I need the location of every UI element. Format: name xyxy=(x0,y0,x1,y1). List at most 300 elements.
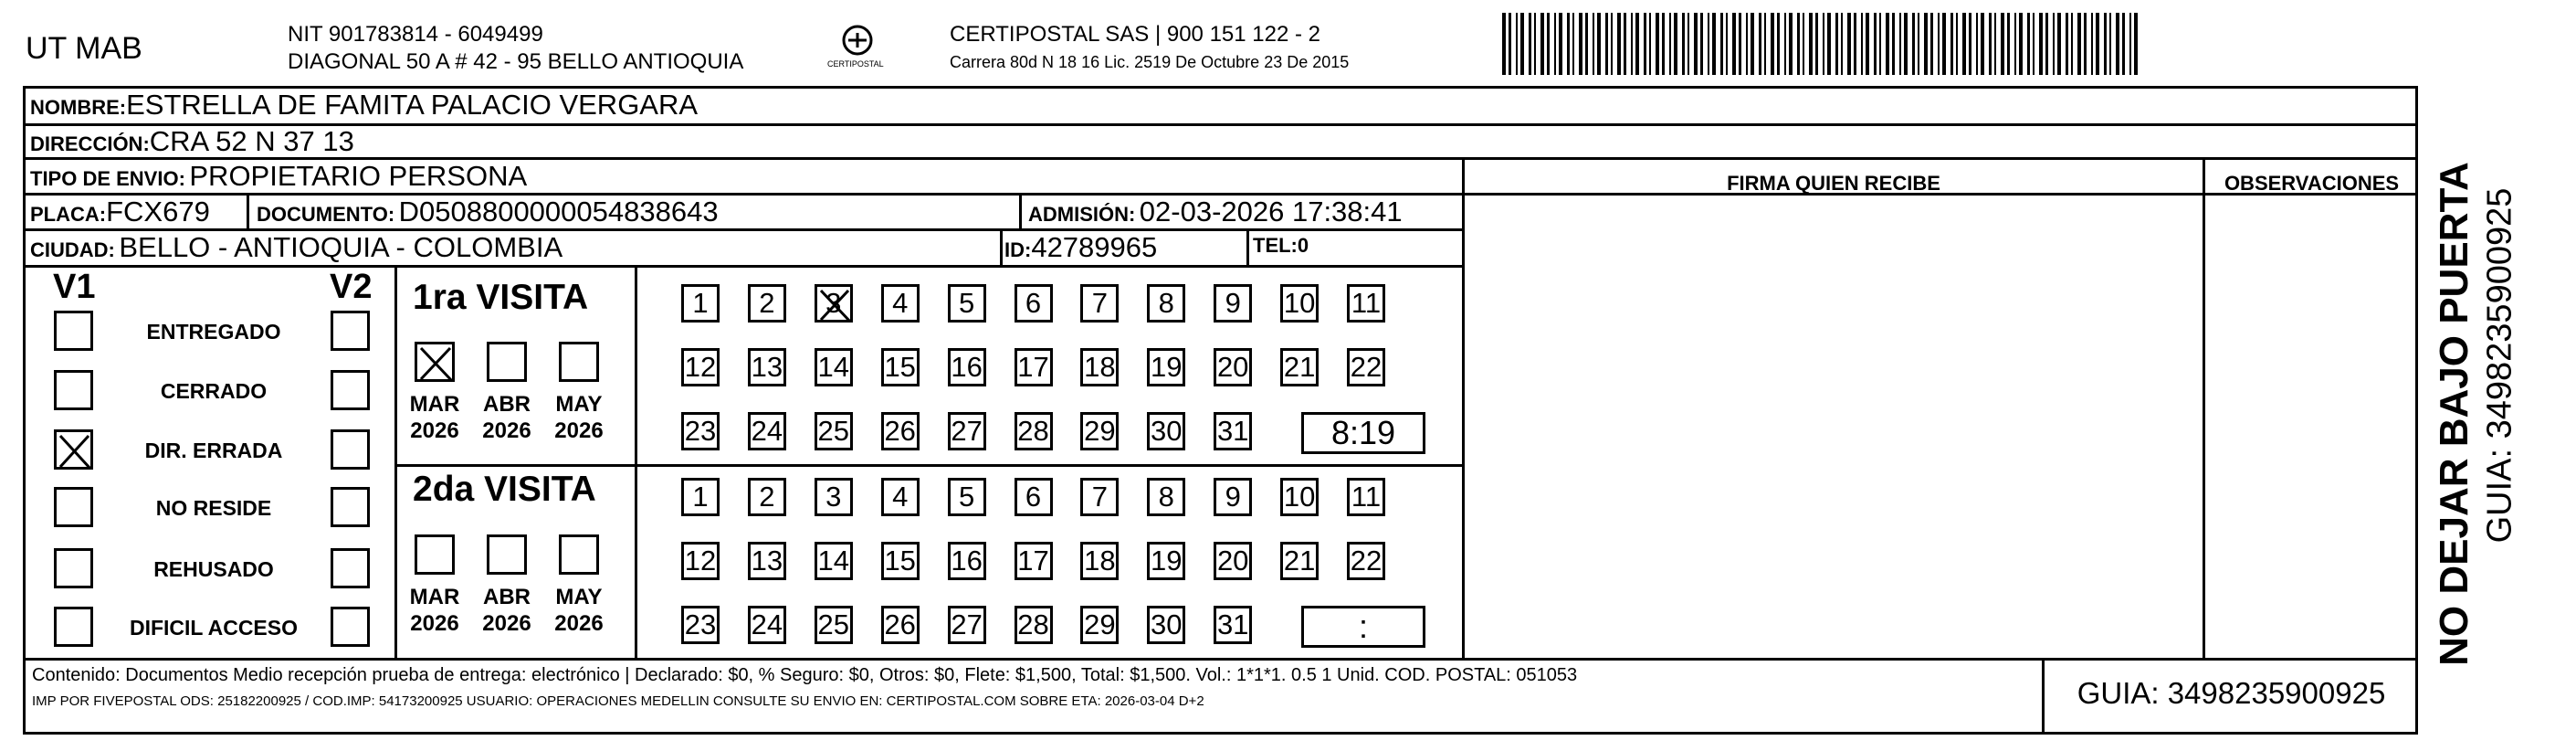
day-number: 8 xyxy=(1158,287,1174,319)
address-label: DIRECCIÓN: xyxy=(30,132,150,155)
barcode-bar xyxy=(2129,13,2131,75)
tel-row xyxy=(1253,234,1309,258)
day-number: 15 xyxy=(884,545,916,576)
plate-label: PLACA: xyxy=(30,203,107,226)
barcode-bar xyxy=(1874,13,1877,75)
day-box[interactable] xyxy=(1147,542,1185,580)
day-number: 16 xyxy=(951,545,983,576)
day-box[interactable] xyxy=(1347,348,1385,386)
day-number: 7 xyxy=(1091,481,1109,513)
day-box[interactable] xyxy=(815,606,853,644)
logo-text: CERTIPOSTAL xyxy=(827,59,884,69)
check-mark-icon xyxy=(57,432,96,472)
day-box[interactable] xyxy=(1347,542,1385,580)
document-row xyxy=(257,196,719,228)
admission-row xyxy=(1028,196,1403,228)
day-number: 20 xyxy=(1216,545,1249,576)
type-label: TIPO DE ENVIO: xyxy=(30,167,185,190)
visit1-title: 1ra VISITA xyxy=(413,278,589,317)
day-box[interactable] xyxy=(881,412,920,450)
v2-checkbox[interactable] xyxy=(331,370,370,410)
barcode-bar xyxy=(1847,13,1851,75)
barcode-bar xyxy=(1708,13,1709,75)
day-box[interactable] xyxy=(681,606,720,644)
barcode-bar xyxy=(2134,13,2138,75)
admission-label: ADMISIÓN: xyxy=(1028,203,1136,226)
carrier-name: CERTIPOSTAL SAS | 900 151 122 - 2 xyxy=(950,22,1320,47)
day-number: 25 xyxy=(817,415,850,447)
barcode-bar xyxy=(1771,13,1774,75)
id-row xyxy=(1004,231,1157,264)
day-number: 3 xyxy=(825,481,842,513)
day-box[interactable] xyxy=(1080,348,1119,386)
barcode-bar xyxy=(1682,13,1685,75)
barcode-bar xyxy=(1554,13,1556,75)
month-label: ABR 2026 xyxy=(482,585,531,636)
day-box[interactable] xyxy=(1214,606,1252,644)
admission-value: 02-03-2026 17:38:41 xyxy=(1139,196,1403,227)
city-row xyxy=(30,231,563,264)
day-box[interactable] xyxy=(948,412,986,450)
barcode-bar xyxy=(1605,13,1608,75)
day-box[interactable] xyxy=(748,478,786,516)
barcode-bar xyxy=(1989,13,1992,75)
plate-value: FCX679 xyxy=(106,196,210,227)
barcode-bar xyxy=(1746,13,1748,75)
day-number: 14 xyxy=(817,545,850,576)
day-box[interactable] xyxy=(1147,478,1185,516)
day-number: 30 xyxy=(1151,608,1183,640)
barcode-bar xyxy=(1956,13,1958,75)
barcode-bar xyxy=(1841,13,1843,75)
day-box[interactable] xyxy=(1080,542,1119,580)
barcode-bar xyxy=(1835,13,1838,75)
barcode-bar xyxy=(1516,13,1518,75)
day-box[interactable] xyxy=(1280,542,1319,580)
day-number: 4 xyxy=(892,481,909,513)
day-number: 1 xyxy=(692,287,709,319)
barcode-bar xyxy=(1981,13,1984,75)
barcode-bar xyxy=(2109,13,2111,75)
day-number: 12 xyxy=(684,545,717,576)
day-box[interactable] xyxy=(815,542,853,580)
barcode-bar xyxy=(1886,13,1889,75)
day-box[interactable] xyxy=(681,284,720,323)
barcode-bar xyxy=(1669,13,1671,75)
day-box[interactable] xyxy=(681,478,720,516)
day-number: 22 xyxy=(1350,351,1383,383)
day-number: 6 xyxy=(1025,481,1042,513)
barcode-bar xyxy=(1759,13,1761,75)
check-mark-icon xyxy=(417,344,457,385)
day-number: 3 xyxy=(825,287,842,319)
barcode-bar xyxy=(2057,13,2061,75)
v2-checkbox[interactable] xyxy=(331,311,370,351)
city-value: BELLO - ANTIOQUIA - COLOMBIA xyxy=(119,231,563,263)
day-number: 11 xyxy=(1351,287,1382,319)
day-box[interactable] xyxy=(815,348,853,386)
v2-checkbox[interactable] xyxy=(331,607,370,647)
month-label: MAR 2026 xyxy=(409,392,460,443)
month-label: MAR 2026 xyxy=(409,585,460,636)
signature-header: FIRMA QUIEN RECIBE xyxy=(1727,172,1940,195)
footer-content: Contenido: Documentos Medio recepción prueba de entrega: electrónico | Declarado: $0, % Seguro: $0, Otros: $0, Flete: $1,500, Total: $1,500. Vol.: 1*1*1. 0.5 1 Unid. COD. POSTAL: 051053 xyxy=(32,665,1578,685)
day-box[interactable] xyxy=(1080,412,1119,450)
barcode-bar xyxy=(1572,13,1574,75)
day-number: 19 xyxy=(1151,545,1183,576)
barcode-bar xyxy=(1567,13,1570,75)
barcode-bar xyxy=(1950,13,1953,75)
barcode-bar xyxy=(1777,13,1780,75)
id-label: ID: xyxy=(1004,238,1032,261)
barcode-bar xyxy=(1823,13,1824,75)
day-box[interactable] xyxy=(1280,284,1319,323)
barcode-bar xyxy=(1611,13,1613,75)
day-number: 13 xyxy=(751,351,783,383)
barcode-bar xyxy=(1732,13,1736,75)
barcode-bar xyxy=(2039,13,2043,75)
day-number: 24 xyxy=(751,415,783,447)
barcode-bar xyxy=(2122,13,2125,75)
month-label: ABR 2026 xyxy=(482,392,531,443)
v1-checkbox[interactable] xyxy=(54,548,93,588)
barcode-bar xyxy=(2033,13,2035,75)
day-number: 31 xyxy=(1216,608,1249,640)
observations-header: OBSERVACIONES xyxy=(2224,172,2400,195)
month-checkbox[interactable] xyxy=(487,342,527,382)
day-box[interactable] xyxy=(815,412,853,450)
company-address: DIAGONAL 50 A # 42 - 95 BELLO ANTIOQUIA xyxy=(288,49,744,74)
status-label: NO RESIDE xyxy=(155,496,272,520)
check-mark-icon xyxy=(817,287,856,325)
barcode-icon xyxy=(1502,13,2141,75)
name-row xyxy=(30,89,698,122)
barcode-bar xyxy=(1656,13,1659,75)
visit2-title: 2da VISITA xyxy=(413,470,596,509)
month-checkbox[interactable] xyxy=(415,534,455,575)
day-box[interactable] xyxy=(948,478,986,516)
tel-label: TEL: xyxy=(1253,234,1298,257)
day-number: 28 xyxy=(1017,415,1049,447)
time-field[interactable]: : xyxy=(1301,606,1425,648)
day-number: 13 xyxy=(751,545,783,576)
barcode-bar xyxy=(1597,13,1601,75)
day-box[interactable] xyxy=(1015,412,1053,450)
day-number: 26 xyxy=(884,608,916,640)
day-box[interactable] xyxy=(748,542,786,580)
day-box[interactable] xyxy=(1214,542,1252,580)
day-number: 21 xyxy=(1283,351,1316,383)
day-box[interactable] xyxy=(748,606,786,644)
day-box[interactable] xyxy=(1214,348,1252,386)
day-box[interactable] xyxy=(1280,348,1319,386)
day-number: 30 xyxy=(1151,415,1183,447)
day-box[interactable] xyxy=(681,542,720,580)
day-box[interactable] xyxy=(1280,478,1319,516)
day-box[interactable] xyxy=(948,606,986,644)
barcode-bar xyxy=(1712,13,1716,75)
barcode-bar xyxy=(2066,13,2068,75)
barcode-bar xyxy=(2096,13,2099,75)
day-number: 15 xyxy=(884,351,916,383)
day-number: 23 xyxy=(684,608,717,640)
v2-header: V2 xyxy=(330,268,373,306)
barcode-bar xyxy=(1879,13,1881,75)
status-label: DIFICIL ACCESO xyxy=(129,616,298,640)
day-number: 20 xyxy=(1216,351,1249,383)
day-number: 26 xyxy=(884,415,916,447)
day-number: 27 xyxy=(951,415,983,447)
barcode-bar xyxy=(1809,13,1813,75)
barcode-bar xyxy=(1969,13,1971,75)
shipment-type: PROPIETARIO PERSONA xyxy=(189,160,528,192)
footer-guia: GUIA: 3498235900925 xyxy=(2077,676,2386,710)
day-number: 5 xyxy=(958,481,975,513)
day-number: 22 xyxy=(1350,545,1383,576)
day-box[interactable] xyxy=(681,348,720,386)
day-box[interactable] xyxy=(948,284,986,323)
status-label: DIR. ERRADA xyxy=(144,439,283,462)
barcode-bar xyxy=(1694,13,1698,75)
day-box[interactable] xyxy=(948,348,986,386)
barcode-bar xyxy=(1976,13,1978,75)
day-box[interactable] xyxy=(1015,348,1053,386)
barcode-bar xyxy=(1827,13,1831,75)
barcode-bar xyxy=(1635,13,1639,75)
day-number: 8 xyxy=(1158,481,1174,513)
recipient-name: ESTRELLA DE FAMITA PALACIO VERGARA xyxy=(126,89,699,121)
side-warning: NO DEJAR BAJO PUERTA xyxy=(2432,162,2476,666)
day-box[interactable] xyxy=(881,348,920,386)
barcode-bar xyxy=(1918,13,1919,75)
time-field[interactable]: 8:19 xyxy=(1301,412,1425,454)
month-label: MAY 2026 xyxy=(554,585,604,636)
barcode-bar xyxy=(2071,13,2073,75)
barcode-bar xyxy=(2091,13,2093,75)
day-number: 11 xyxy=(1351,481,1382,513)
barcode-bar xyxy=(1529,13,1531,75)
barcode-bar xyxy=(2001,13,2004,75)
barcode-bar xyxy=(1797,13,1800,75)
barcode-bar xyxy=(1930,13,1933,75)
day-box[interactable] xyxy=(1015,606,1053,644)
day-box[interactable] xyxy=(948,542,986,580)
day-box[interactable] xyxy=(1347,478,1385,516)
barcode-bar xyxy=(1789,13,1793,75)
day-box[interactable] xyxy=(1080,478,1119,516)
status-label: ENTREGADO xyxy=(146,320,281,344)
barcode-bar xyxy=(1617,13,1621,75)
month-checkbox[interactable] xyxy=(487,534,527,575)
barcode-bar xyxy=(1624,13,1626,75)
barcode-bar xyxy=(1726,13,1728,75)
month-checkbox[interactable] xyxy=(415,342,455,382)
day-number: 2 xyxy=(759,481,775,513)
day-box[interactable] xyxy=(881,478,920,516)
barcode-bar xyxy=(2045,13,2048,75)
barcode-bar xyxy=(1520,13,1524,75)
barcode-bar xyxy=(1962,13,1966,75)
day-box[interactable] xyxy=(748,284,786,323)
day-number: 29 xyxy=(1084,415,1116,447)
barcode-bar xyxy=(1899,13,1901,75)
day-number: 7 xyxy=(1091,287,1109,319)
day-number: 2 xyxy=(759,287,775,319)
recipient-address: CRA 52 N 37 13 xyxy=(149,125,354,157)
barcode-bar xyxy=(1912,13,1915,75)
day-number: 10 xyxy=(1283,481,1316,513)
barcode-bar xyxy=(1559,13,1562,75)
carrier-logo xyxy=(807,24,908,75)
plate-row xyxy=(30,196,210,228)
day-number: 18 xyxy=(1084,351,1116,383)
barcode-bar xyxy=(2053,13,2055,75)
day-box[interactable] xyxy=(1147,348,1185,386)
day-box[interactable] xyxy=(1015,478,1053,516)
v1-checkbox[interactable] xyxy=(54,607,93,647)
name-label: NOMBRE: xyxy=(30,96,127,119)
day-number: 18 xyxy=(1084,545,1116,576)
barcode-bar xyxy=(1942,13,1946,75)
barcode-bar xyxy=(1674,13,1677,75)
barcode-bar xyxy=(1631,13,1633,75)
barcode-bar xyxy=(1924,13,1928,75)
side-guia: GUIA: 3498235900925 xyxy=(2480,187,2519,544)
day-box[interactable] xyxy=(815,478,853,516)
day-box[interactable] xyxy=(1147,606,1185,644)
v1-checkbox[interactable] xyxy=(54,370,93,410)
v1-checkbox[interactable] xyxy=(54,429,93,470)
v2-checkbox[interactable] xyxy=(331,429,370,470)
barcode-bar xyxy=(2019,13,2023,75)
day-box[interactable] xyxy=(1015,542,1053,580)
day-number: 19 xyxy=(1151,351,1183,383)
barcode-bar xyxy=(1509,13,1511,75)
day-number: 21 xyxy=(1283,545,1316,576)
carrier-address: Carrera 80d N 18 16 Lic. 2519 De Octubre 23 De 2015 xyxy=(950,53,1350,71)
barcode-bar xyxy=(1720,13,1723,75)
document-label: DOCUMENTO: xyxy=(257,203,395,226)
v1-checkbox[interactable] xyxy=(54,311,93,351)
barcode-bar xyxy=(1700,13,1703,75)
barcode-bar xyxy=(1585,13,1588,75)
day-number: 4 xyxy=(892,287,909,319)
barcode-bar xyxy=(2077,13,2081,75)
company-nit: NIT 901783814 - 6049499 xyxy=(288,22,543,47)
barcode-bar xyxy=(1662,13,1665,75)
v1-header: V1 xyxy=(53,268,96,306)
day-number: 24 xyxy=(751,608,783,640)
day-number: 17 xyxy=(1017,545,1049,576)
status-label: CERRADO xyxy=(160,379,268,403)
day-box[interactable] xyxy=(1080,284,1119,323)
barcode-bar xyxy=(1854,13,1856,75)
city-label: CIUDAD: xyxy=(30,238,115,261)
barcode-bar xyxy=(1938,13,1940,75)
barcode-bar xyxy=(1579,13,1582,75)
day-number: 17 xyxy=(1017,351,1049,383)
document-value: D0508800000054838643 xyxy=(398,196,719,227)
day-box[interactable] xyxy=(1214,478,1252,516)
day-box[interactable] xyxy=(881,606,920,644)
day-number: 16 xyxy=(951,351,983,383)
day-number: 1 xyxy=(692,481,709,513)
day-box[interactable] xyxy=(881,542,920,580)
day-box[interactable] xyxy=(1080,606,1119,644)
barcode-bar xyxy=(1644,13,1646,75)
barcode-bar xyxy=(1764,13,1766,75)
day-number: 6 xyxy=(1025,287,1042,319)
barcode-bar xyxy=(2104,13,2107,75)
barcode-bar xyxy=(1866,13,1869,75)
barcode-bar xyxy=(1904,13,1908,75)
day-box[interactable] xyxy=(748,412,786,450)
day-number: 5 xyxy=(958,287,975,319)
day-number: 9 xyxy=(1225,287,1241,319)
tel-value: 0 xyxy=(1297,234,1309,257)
barcode-bar xyxy=(1540,13,1544,75)
day-number: 10 xyxy=(1283,287,1316,319)
day-box[interactable] xyxy=(1015,284,1053,323)
day-box[interactable] xyxy=(1214,412,1252,450)
barcode-bar xyxy=(2116,13,2119,75)
barcode-bar xyxy=(2007,13,2010,75)
barcode-bar xyxy=(1815,13,1818,75)
barcode-bar xyxy=(2084,13,2087,75)
barcode-bar xyxy=(1994,13,1996,75)
address-row xyxy=(30,125,354,158)
barcode-bar xyxy=(1593,13,1594,75)
v2-checkbox[interactable] xyxy=(331,487,370,527)
status-label: REHUSADO xyxy=(153,557,274,581)
type-row xyxy=(30,160,527,193)
day-number: 25 xyxy=(817,608,850,640)
barcode-bar xyxy=(1739,13,1741,75)
v1-checkbox[interactable] xyxy=(54,487,93,527)
barcode-bar xyxy=(1534,13,1536,75)
day-box[interactable] xyxy=(1214,284,1252,323)
day-box[interactable] xyxy=(1147,412,1185,450)
id-value: 42789965 xyxy=(1031,231,1158,263)
day-number: 29 xyxy=(1084,608,1116,640)
barcode-bar xyxy=(2014,13,2016,75)
company-name: UT MAB xyxy=(26,31,142,66)
day-box[interactable] xyxy=(1147,284,1185,323)
barcode-bar xyxy=(1688,13,1689,75)
day-box[interactable] xyxy=(1347,284,1385,323)
barcode-bar xyxy=(1861,13,1863,75)
barcode-bar xyxy=(1892,13,1895,75)
barcode-bar xyxy=(2027,13,2030,75)
day-box[interactable] xyxy=(748,348,786,386)
day-box[interactable] xyxy=(881,284,920,323)
v2-checkbox[interactable] xyxy=(331,548,370,588)
barcode-bar xyxy=(1803,13,1804,75)
month-label: MAY 2026 xyxy=(554,392,604,443)
day-box[interactable] xyxy=(815,284,853,323)
day-box[interactable] xyxy=(681,412,720,450)
barcode-bar xyxy=(1751,13,1754,75)
footer-imp: IMP POR FIVEPOSTAL ODS: 25182200925 / COD.IMP: 54173200925 USUARIO: OPERACIONES MEDELLIN CONSULTE SU ENVIO EN: CERTIPOSTAL.COM SOBRE ETA: 2026-03-04 D+2 xyxy=(32,693,1204,709)
barcode-bar xyxy=(1649,13,1651,75)
day-number: 12 xyxy=(684,351,717,383)
month-checkbox[interactable] xyxy=(559,534,599,575)
barcode-bar xyxy=(1784,13,1786,75)
day-number: 14 xyxy=(817,351,850,383)
month-checkbox[interactable] xyxy=(559,342,599,382)
day-number: 31 xyxy=(1216,415,1249,447)
day-number: 23 xyxy=(684,415,717,447)
